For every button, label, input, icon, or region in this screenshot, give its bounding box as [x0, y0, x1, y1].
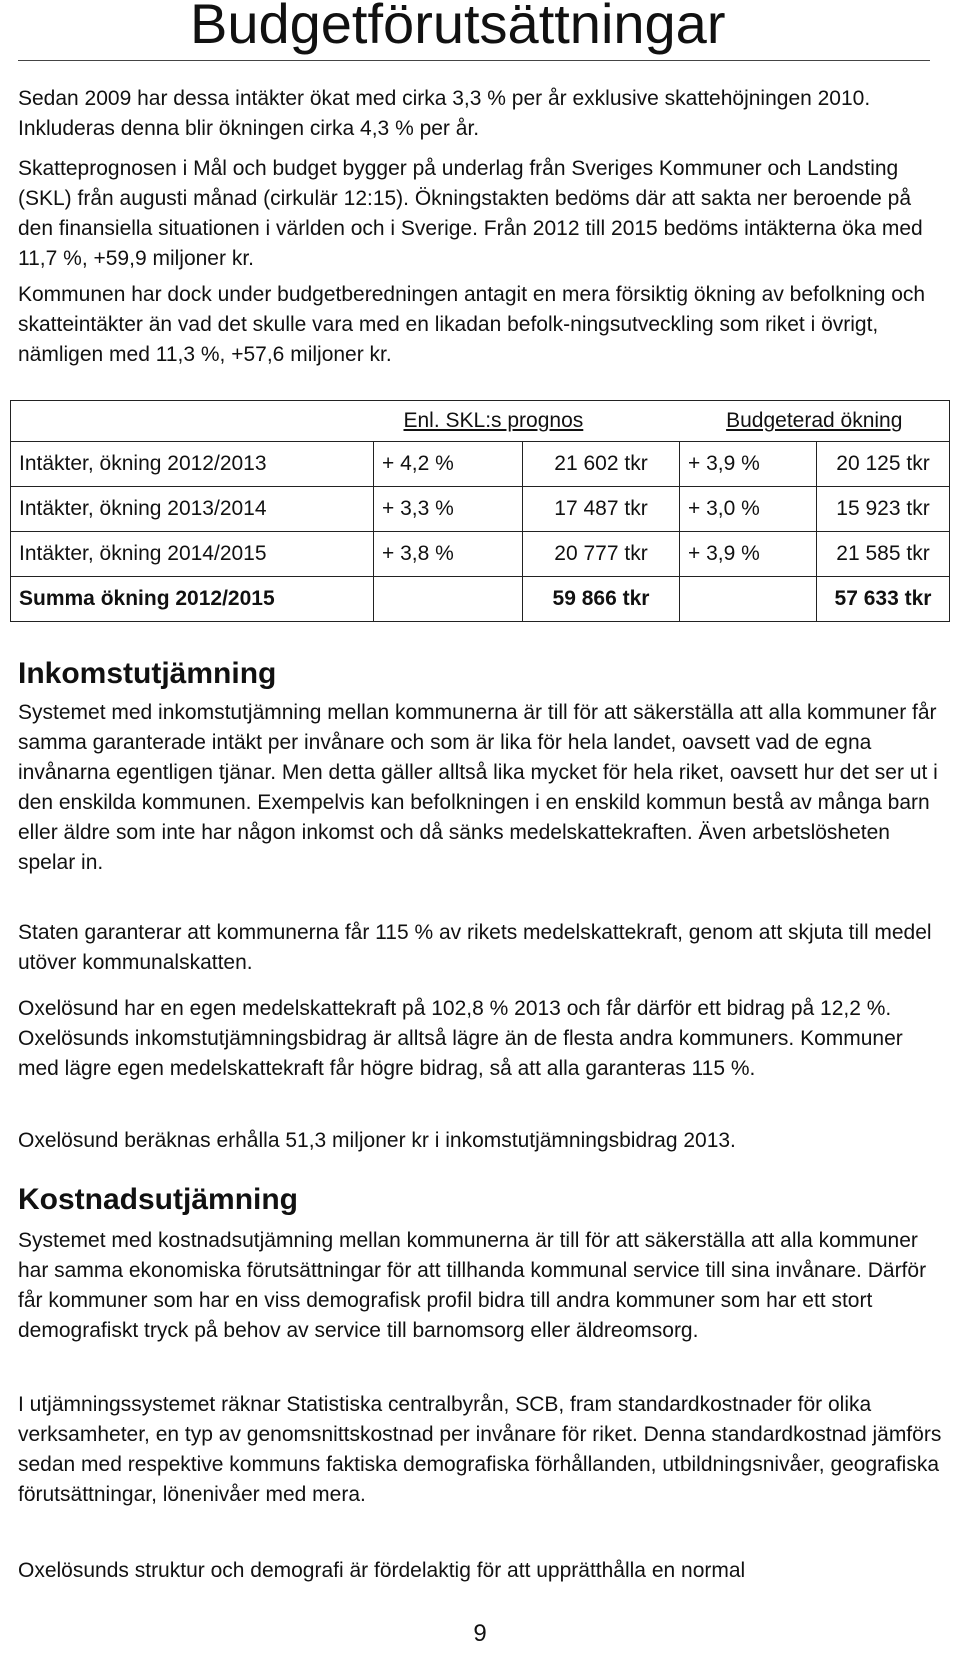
- sum-budget-percent: [680, 577, 817, 622]
- sum-budget-tkr: 57 633 tkr: [817, 577, 950, 622]
- table-row: [11, 442, 950, 487]
- budget-percent: + 3,9 %: [680, 532, 817, 577]
- skl-percent: + 4,2 %: [374, 442, 523, 487]
- budget-percent: + 3,0 %: [680, 487, 817, 532]
- inkomst-paragraph-2: Staten garanterar att kommunerna får 115 % av rikets medelskattekraft, genom att skjuta till medel utöver kommunalskatten.: [18, 921, 932, 974]
- skl-tkr: 21 602 tkr: [523, 442, 680, 487]
- sum-skl-tkr: 59 866 tkr: [523, 577, 680, 622]
- revenue-table: [10, 400, 950, 622]
- inkomst-paragraph-4: Oxelösund beräknas erhålla 51,3 miljoner kr i inkomstutjämningsbidrag 2013.: [18, 1129, 736, 1152]
- skl-percent: + 3,8 %: [374, 532, 523, 577]
- inkomst-paragraph-3: Oxelösund har en egen medelskattekraft på 102,8 % 2013 och får därför ett bidrag på 12,2 %. Oxelösunds inkomstutjämningsbidrag är alltså lägre än de flesta andra kommuners. Kommuner med lägre egen medelskattekraft får högre bidrag, så att alla garanteras 115 %.: [18, 997, 903, 1080]
- table-header-skl: Enl. SKL:s prognos: [374, 401, 680, 442]
- title-rule: [18, 60, 930, 61]
- table-row: [11, 487, 950, 532]
- row-label: Intäkter, ökning 2014/2015: [11, 532, 374, 577]
- skl-tkr: 20 777 tkr: [523, 532, 680, 577]
- page-title: Budgetförutsättningar: [190, 0, 726, 55]
- table-header-empty: [11, 401, 374, 442]
- section-heading-kostnadsutjamning: Kostnadsutjämning: [18, 1183, 299, 1216]
- row-label: Intäkter, ökning 2012/2013: [11, 442, 374, 487]
- intro-paragraph-1: Sedan 2009 har dessa intäkter ökat med cirka 3,3 % per år exklusive skattehöjningen 2010. Inkluderas denna blir ökningen cirka 4,3 % per år.: [18, 87, 871, 140]
- kostnad-paragraph-1: Systemet med kostnadsutjämning mellan kommunerna är till för att säkerställa att alla kommuner har samma ekonomiska förutsättningar för att tillhanda kommunal service till sina invånare. Därför får kommuner som har en viss demografisk profil bidra till andra kommuner som har ett stort demografiskt tryck på behov av service till barnomsorg eller äldreomsorg.: [18, 1229, 927, 1342]
- budget-percent: + 3,9 %: [680, 442, 817, 487]
- table-sum-row: [11, 577, 950, 622]
- kostnad-paragraph-3: Oxelösunds struktur och demografi är fördelaktig för att upprätthålla en normal: [18, 1559, 746, 1582]
- table-header-budget: Budgeterad ökning: [680, 401, 950, 442]
- section-heading-inkomstutjamning: Inkomstutjämning: [18, 657, 277, 690]
- intro-paragraph-2: Skatteprognosen i Mål och budget bygger på underlag från Sveriges Kommuner och Landsting (SKL) från augusti månad (cirkulär 12:15). Ökningstakten bedöms där att sakta ner beroende på den finansiella situationen i världen och i Sverige. Från 2012 till 2015 bedöms intäkterna öka med 11,7 %, +59,9 miljoner kr.: [18, 157, 923, 270]
- sum-skl-percent: [374, 577, 523, 622]
- page-number: 9: [473, 1620, 487, 1647]
- intro-paragraph-3: Kommunen har dock under budgetberedningen antagit en mera försiktig ökning av befolkning och skatteintäkter än vad det skulle vara med en likadan befolk-ningsutveckling som riket i övrigt, nämligen med 11,3 %, +57,6 miljoner kr.: [18, 283, 926, 366]
- table-row: [11, 532, 950, 577]
- row-label: Intäkter, ökning 2013/2014: [11, 487, 374, 532]
- inkomst-paragraph-1: Systemet med inkomstutjämning mellan kommunerna är till för att säkerställa att alla kommuner får samma garanterade intäkt per invånare och som är lika för hela landet, oavsett vad de egna invånarna egentligen tjänar. Men detta gäller alltså lika mycket för hela riket, oavsett hur det ser ut i den enskilda kommunen. Exempelvis kan befolkningen i en enskild kommun bestå av många barn eller äldre som inte har någon inkomst och då sänks medelskattekraften. Även arbetslösheten spelar in.: [18, 701, 938, 874]
- skl-tkr: 17 487 tkr: [523, 487, 680, 532]
- budget-tkr: 21 585 tkr: [817, 532, 950, 577]
- kostnad-paragraph-2: I utjämningssystemet räknar Statistiska centralbyrån, SCB, fram standardkostnader för olika verksamheter, en typ av genomsnittskostnad per invånare för riket. Denna standardkostnad jämförs sedan med respektive kommuns faktiska demografiska förhållanden, utbildningsnivåer, geografiska förutsättningar, lönenivåer med mera.: [18, 1393, 942, 1506]
- skl-percent: + 3,3 %: [374, 487, 523, 532]
- sum-label: Summa ökning 2012/2015: [11, 577, 374, 622]
- budget-tkr: 20 125 tkr: [817, 442, 950, 487]
- table-header-row: [11, 401, 950, 442]
- budget-tkr: 15 923 tkr: [817, 487, 950, 532]
